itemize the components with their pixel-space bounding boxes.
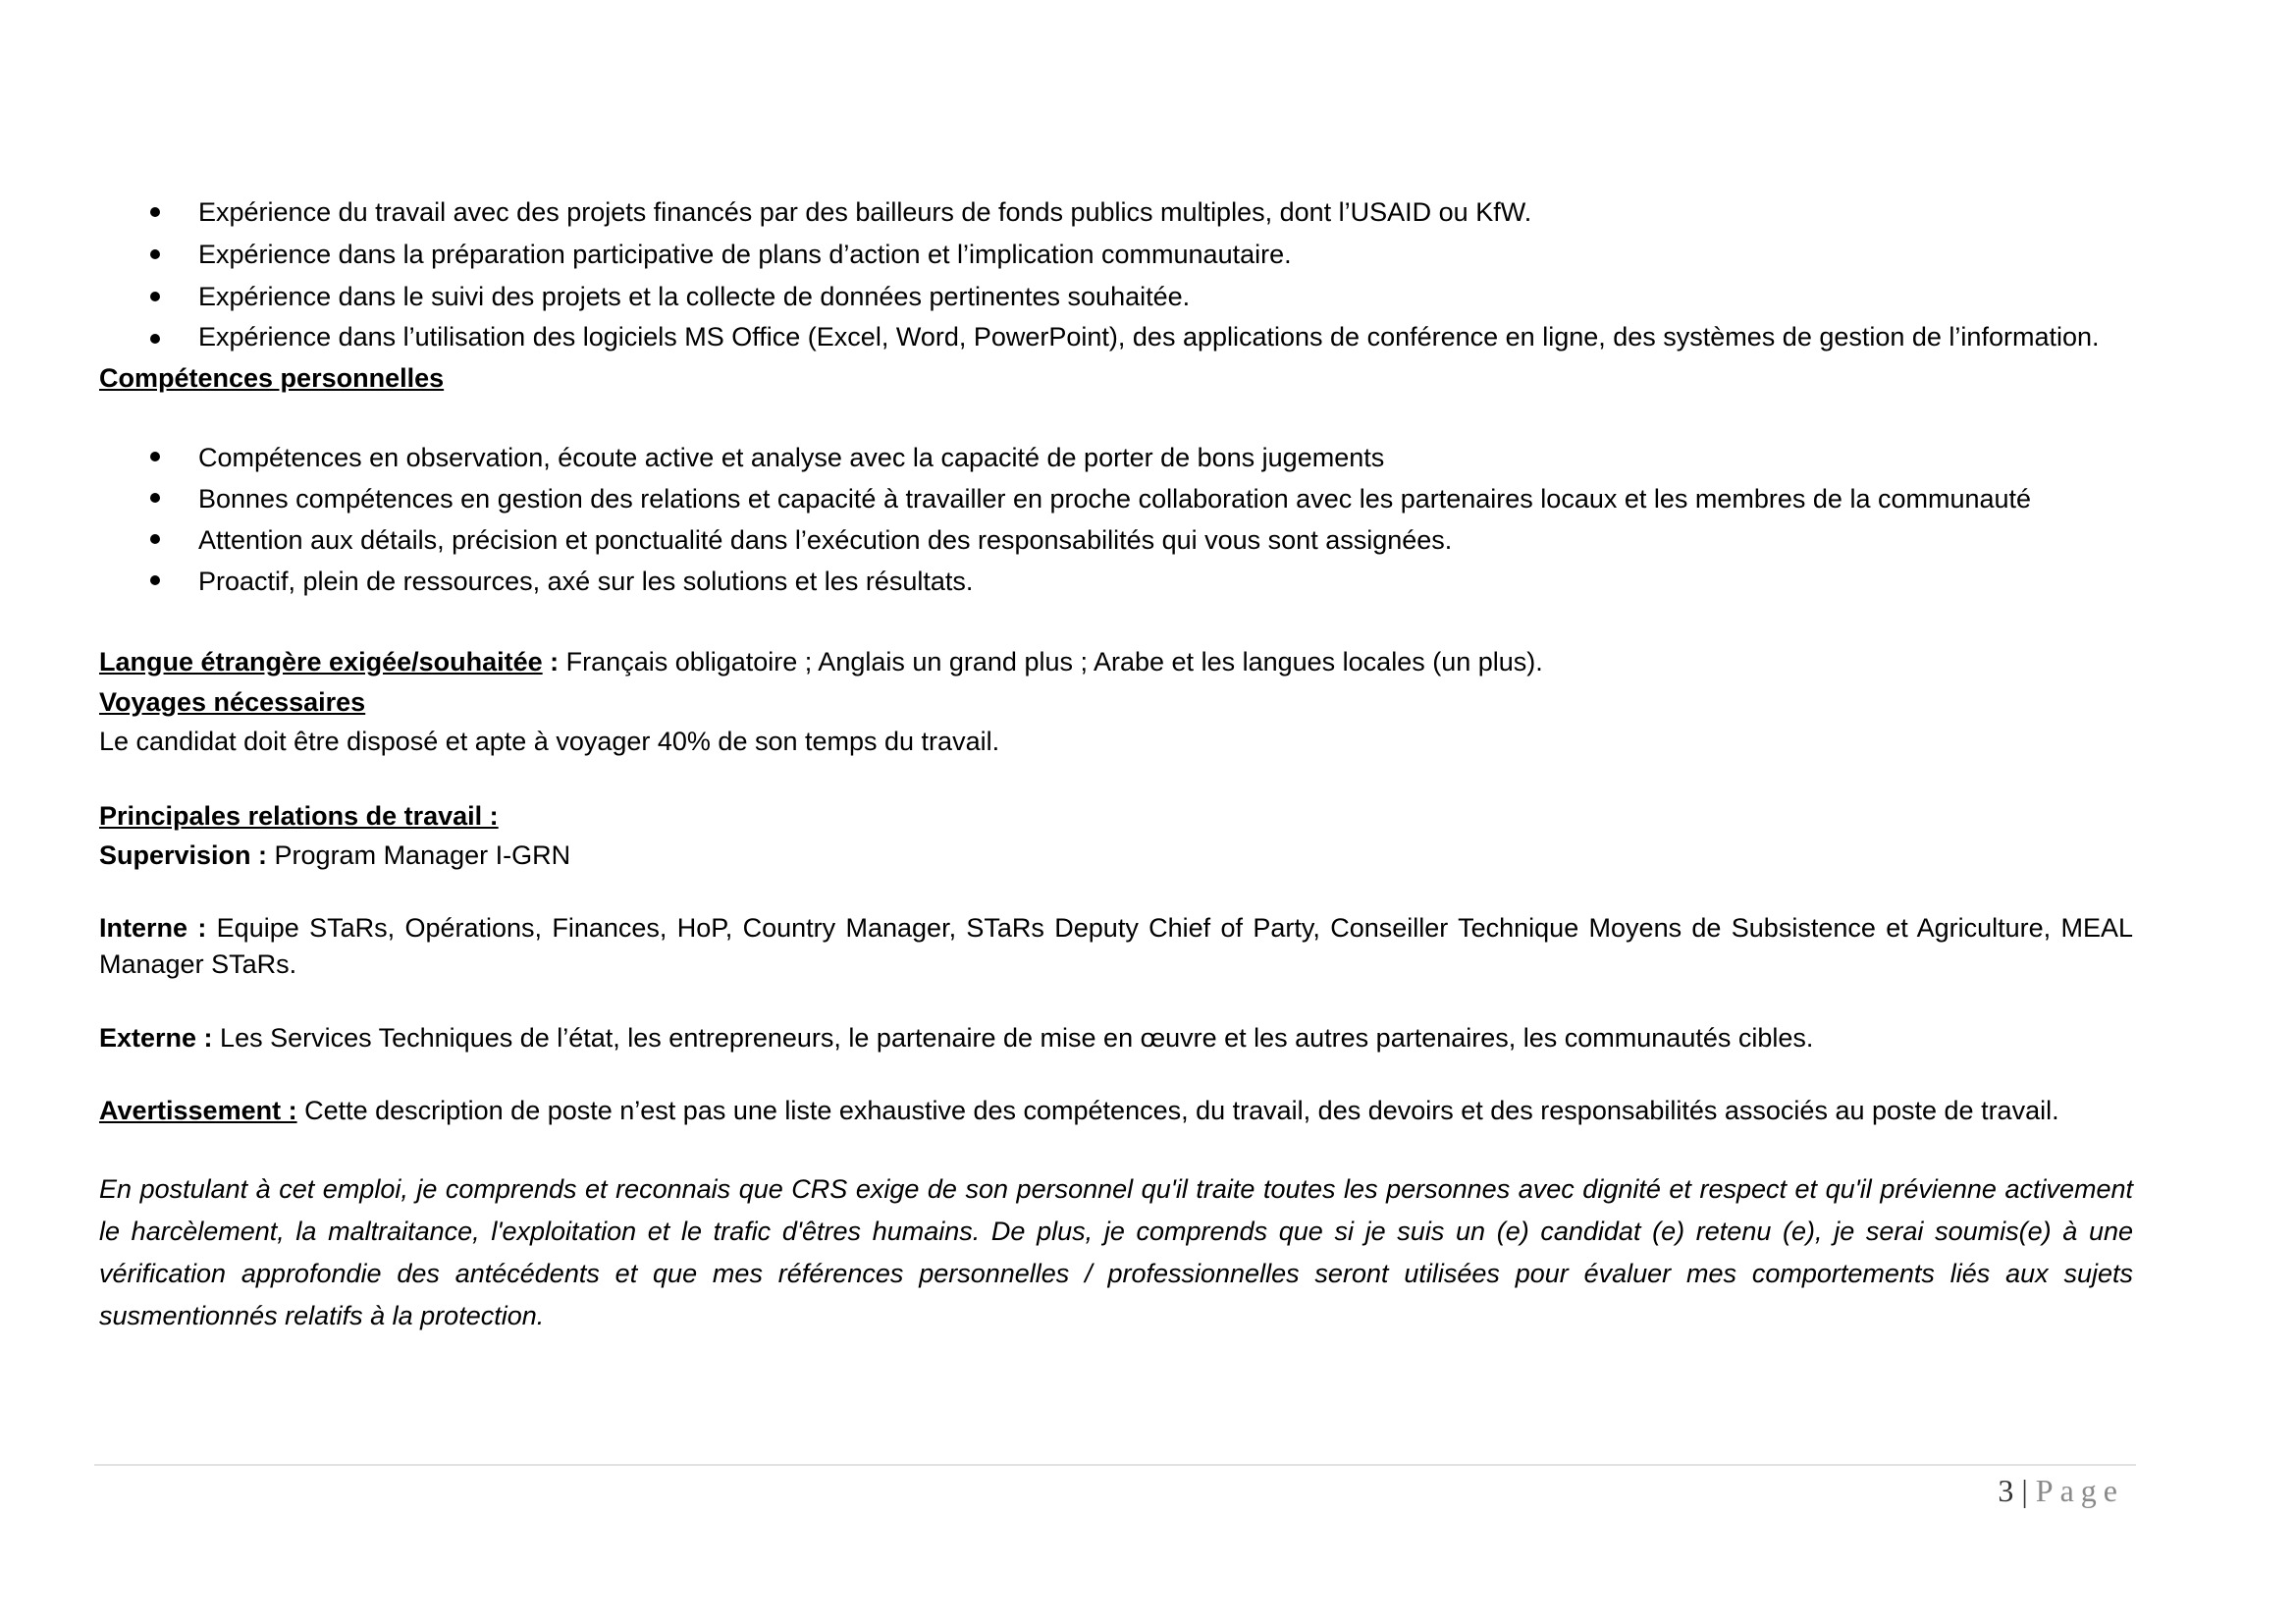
bullet-icon (150, 292, 160, 301)
internal-label: Interne : (99, 913, 207, 943)
relations-heading: Principales relations de travail : (99, 801, 499, 831)
warning-paragraph: Avertissement : Cette description de poste n’est pas une liste exhaustive des compétences, du travail, des devoirs et des responsabilités associés au poste de travail. (99, 1096, 2059, 1125)
list-item: Expérience du travail avec des projets financés par des bailleurs de fonds publics multiples, dont l’USAID ou KfW. (99, 192, 2133, 232)
bullet-icon (150, 575, 160, 585)
language-heading: Langue étrangère exigée/souhaitée (99, 647, 543, 677)
internal-paragraph: Interne : Equipe STaRs, Opérations, Finances, HoP, Country Manager, STaRs Deputy Chief of Party, Conseiller Technique Moyens de Subsistence et Agriculture, MEAL Manager STaRs. (99, 913, 2133, 979)
list-item: Expérience dans le suivi des projets et la collecte de données pertinentes souhaitée. (99, 277, 2133, 316)
bullet-icon (150, 452, 160, 461)
experience-list (99, 192, 2133, 355)
warning-label: Avertissement : (99, 1096, 297, 1125)
bullet-icon (150, 334, 160, 344)
bullet-icon (150, 207, 160, 217)
travel-heading: Voyages nécessaires (99, 687, 366, 717)
external-label: Externe : (99, 1023, 213, 1053)
travel-text: Le candidat doit être disposé et apte à voyager 40% de son temps du travail. (99, 727, 1000, 756)
page-footer: 3 | Page (1998, 1473, 2124, 1508)
bullet-icon (150, 249, 160, 259)
page-number: 3 (1998, 1473, 2014, 1508)
declaration-paragraph: En postulant à cet emploi, je comprends et reconnais que CRS exige de son personnel qu'il traite toutes les personnes avec dignité et respect et qu'il prévienne activement le harcèlement, la maltraitance, l'exploitation et le trafic d'êtres humains. De plus, je comprends que si je suis un (e) candidat (e) retenu (e), je serai soumis(e) à une vérification approfondie des antécédents et que mes références personnelles / professionnelles seront utilisées pour évaluer mes comportements liés aux sujets susmentionnés relatifs à la protection. (99, 1174, 2133, 1330)
list-item: Compétences en observation, écoute active et analyse avec la capacité de porter de bons jugements (99, 437, 2133, 478)
list-item: Proactif, plein de ressources, axé sur les solutions et les résultats. (99, 561, 2133, 602)
list-item: Bonnes compétences en gestion des relations et capacité à travailler en proche collaboration avec les partenaires locaux et les membres de la communauté (99, 478, 2133, 519)
bullet-icon (150, 534, 160, 544)
footer-divider (94, 1464, 2136, 1466)
list-item: Expérience dans l’utilisation des logiciels MS Office (Excel, Word, PowerPoint), des applications de conférence en ligne, des systèmes de gestion de l’information. (99, 319, 2133, 355)
list-item: Attention aux détails, précision et ponctualité dans l’exécution des responsabilités qui vous sont assignées. (99, 519, 2133, 561)
supervision-line: Supervision : Program Manager I-GRN (99, 840, 571, 870)
supervision-label: Supervision : (99, 840, 268, 870)
document-body (99, 192, 2133, 1337)
section-heading-personal-skills: Compétences personnelles (99, 363, 445, 393)
language-paragraph: Langue étrangère exigée/souhaitée : Français obligatoire ; Anglais un grand plus ; Arabe et les langues locales (un plus). (99, 647, 1543, 677)
personal-skills-list (99, 437, 2133, 602)
page-word: Page (2035, 1473, 2124, 1508)
list-item: Expérience dans la préparation participative de plans d’action et l’implication communautaire. (99, 235, 2133, 274)
bullet-icon (150, 493, 160, 503)
external-paragraph: Externe : Les Services Techniques de l’état, les entrepreneurs, le partenaire de mise en œuvre et les autres partenaires, les communautés cibles. (99, 1023, 1814, 1053)
